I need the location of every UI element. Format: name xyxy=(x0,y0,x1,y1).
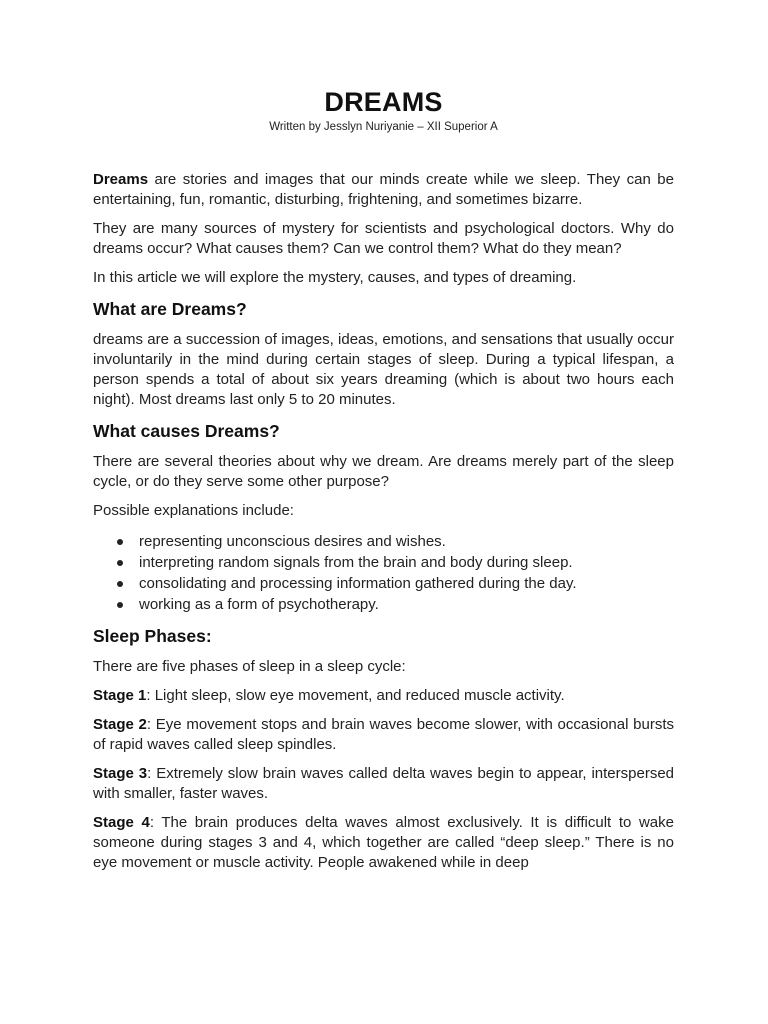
list-item-text: interpreting random signals from the brain and body during sleep. xyxy=(139,554,573,571)
list-item-text: representing unconscious desires and wishes. xyxy=(139,533,446,550)
bullet-icon xyxy=(117,602,123,608)
stage-3-label: Stage 3 xyxy=(93,765,148,782)
stage-4-paragraph xyxy=(93,813,674,873)
stage-1-paragraph xyxy=(93,686,674,706)
bullet-icon xyxy=(117,581,123,587)
list-item xyxy=(93,594,674,615)
section-heading-what-are-dreams: What are Dreams? xyxy=(93,299,247,319)
intro-paragraph-3: In this article we will explore the mystery, causes, and types of dreaming. xyxy=(93,269,577,286)
document-byline: Written by Jesslyn Nuriyanie – XII Superior A xyxy=(269,121,498,133)
what-are-dreams-paragraph: dreams are a succession of images, ideas, emotions, and sensations that usually occur involuntarily in the mind during certain stages of sleep. During a typical lifespan, a person spends a total of about six years dreaming (which is about two hours each night). Most dreams last only 5 to 20 minutes. xyxy=(93,331,674,408)
section-heading-what-causes-dreams: What causes Dreams? xyxy=(93,421,280,441)
stage-3-paragraph xyxy=(93,764,674,804)
document-page xyxy=(93,86,674,882)
intro-bold-term: Dreams xyxy=(93,171,149,188)
stage-4-label: Stage 4 xyxy=(93,814,150,831)
section-heading-sleep-phases: Sleep Phases: xyxy=(93,626,212,646)
stage-2-text: : Eye movement stops and brain waves become slower, with occasional bursts of rapid waves called sleep spindles. xyxy=(93,716,674,753)
bullet-icon xyxy=(117,560,123,566)
list-item-text: working as a form of psychotherapy. xyxy=(139,596,379,613)
phases-intro-paragraph: There are five phases of sleep in a sleep cycle: xyxy=(93,658,406,675)
intro-paragraph-1-text: are stories and images that our minds create while we sleep. They can be entertaining, fun, romantic, disturbing, frightening, and sometimes bizarre. xyxy=(93,171,674,208)
explanations-list xyxy=(93,531,674,615)
stage-2-label: Stage 2 xyxy=(93,716,147,733)
list-item-text: consolidating and processing information gathered during the day. xyxy=(139,575,577,592)
stage-4-text: : The brain produces delta waves almost exclusively. It is difficult to wake someone during stages 3 and 4, which together are called “deep sleep.” There is no eye movement or muscle activity. People awakened while in deep xyxy=(93,814,674,871)
list-item xyxy=(93,573,674,594)
causes-paragraph-2: Possible explanations include: xyxy=(93,502,294,519)
stage-1-text: : Light sleep, slow eye movement, and reduced muscle activity. xyxy=(146,687,565,704)
stage-2-paragraph xyxy=(93,715,674,755)
stage-1-label: Stage 1 xyxy=(93,687,147,704)
intro-paragraph-2: They are many sources of mystery for scientists and psychological doctors. Why do dreams occur? What causes them? Can we control them? What do they mean? xyxy=(93,220,674,257)
document-title: DREAMS xyxy=(324,87,443,117)
stage-3-text: : Extremely slow brain waves called delta waves begin to appear, interspersed with smaller, faster waves. xyxy=(93,765,675,802)
bullet-icon xyxy=(117,539,123,545)
list-item xyxy=(93,531,674,552)
intro-paragraph-1 xyxy=(93,170,674,210)
list-item xyxy=(93,552,674,573)
causes-paragraph-1: There are several theories about why we dream. Are dreams merely part of the sleep cycle, or do they serve some other purpose? xyxy=(93,453,674,490)
